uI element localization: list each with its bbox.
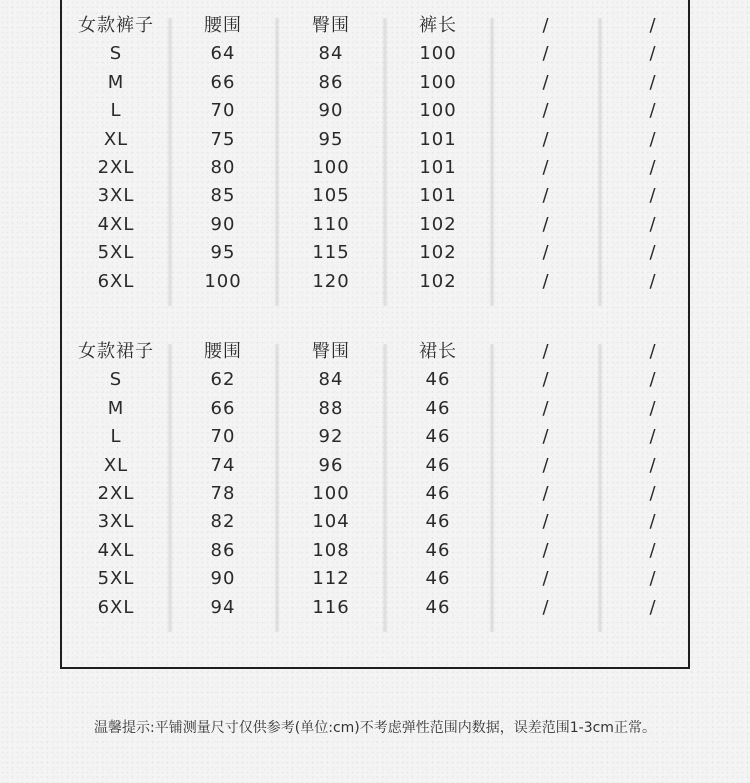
skirt-table-cell-extra-1: / <box>542 483 550 504</box>
pants-table-cell-hip: 84 <box>318 43 344 65</box>
skirt-table-cell-hip: 112 <box>312 568 350 590</box>
skirt-table-cell-extra-2: / <box>649 483 657 504</box>
skirt-table-cell-extra-1: / <box>542 568 550 590</box>
footer-note: 温馨提示:平铺测量尺寸仅供参考(单位:cm)不考虑弹性范围内数据，误差范围1-3cm正常。 <box>94 720 656 736</box>
pants-table-cell-length: 102 <box>419 242 457 264</box>
pants-table-cell-hip: 115 <box>312 242 350 264</box>
pants-table-cell-size: M <box>107 71 125 93</box>
pants-table-header-hip: 臀围 <box>312 15 350 36</box>
skirt-table-cell-size: S <box>109 369 123 391</box>
pants-table-cell-hip: 105 <box>312 185 350 207</box>
skirt-table-cell-waist: 74 <box>210 454 236 476</box>
skirt-table-cell-extra-1: / <box>542 426 550 448</box>
skirt-table-cell-length: 46 <box>425 454 451 476</box>
pants-table-cell-size: 5XL <box>97 242 135 264</box>
pants-table-cell-size: 3XL <box>97 185 135 207</box>
skirt-table-cell-size: 5XL <box>97 568 135 590</box>
pants-table-cell-hip: 100 <box>312 157 350 178</box>
pants-table-cell-size: L <box>110 100 122 122</box>
pants-table-cell-extra-1: / <box>542 213 550 235</box>
pants-table-cell-length: 101 <box>419 128 457 150</box>
skirt-table-cell-hip: 116 <box>312 596 350 618</box>
skirt-table-cell-extra-2: / <box>649 369 657 391</box>
pants-table-cell-waist: 75 <box>210 128 236 150</box>
skirt-table-cell-length: 46 <box>425 511 451 533</box>
skirt-table-header-extra-1: / <box>542 341 550 362</box>
skirt-table-cell-waist: 70 <box>210 426 236 448</box>
pants-table-cell-length: 102 <box>419 213 457 235</box>
pants-table-cell-waist: 95 <box>210 242 236 264</box>
skirt-table-cell-hip: 88 <box>318 397 344 419</box>
skirt-table-cell-size: 3XL <box>97 511 135 533</box>
pants-table-cell-hip: 95 <box>318 128 344 150</box>
pants-table-header-extra-1: / <box>542 15 550 36</box>
skirt-table-cell-size: 4XL <box>97 539 135 561</box>
skirt-table-cell-length: 46 <box>425 369 451 391</box>
pants-table-cell-waist: 90 <box>210 213 236 235</box>
pants-table-cell-extra-2: / <box>649 157 657 178</box>
skirt-table-cell-waist: 62 <box>210 369 236 391</box>
skirt-table-cell-extra-2: / <box>649 454 657 476</box>
pants-table-header-waist: 腰围 <box>204 15 242 36</box>
skirt-table-cell-length: 46 <box>425 397 451 419</box>
pants-table-cell-waist: 80 <box>210 157 236 178</box>
pants-table-cell-size: S <box>109 43 123 65</box>
pants-table-cell-length: 102 <box>419 270 457 292</box>
skirt-table-cell-extra-2: / <box>649 511 657 533</box>
skirt-table-cell-extra-2: / <box>649 596 657 618</box>
pants-table-cell-extra-2: / <box>649 100 657 122</box>
pants-table-cell-extra-2: / <box>649 213 657 235</box>
pants-table-cell-extra-1: / <box>542 43 550 65</box>
pants-table-cell-extra-1: / <box>542 71 550 93</box>
skirt-table-cell-size: 6XL <box>97 596 135 618</box>
skirt-table-cell-size: M <box>107 397 125 419</box>
skirt-table-header-hip: 臀围 <box>312 341 350 362</box>
pants-table-cell-size: 6XL <box>97 270 135 292</box>
skirt-table-header-extra-2: / <box>649 341 657 362</box>
skirt-table-cell-extra-1: / <box>542 454 550 476</box>
skirt-table-cell-length: 46 <box>425 426 451 448</box>
pants-table-header-extra-2: / <box>649 15 657 36</box>
skirt-table-cell-waist: 90 <box>210 568 236 590</box>
skirt-table-cell-extra-1: / <box>542 397 550 419</box>
pants-table-header-size: 女款裤子 <box>78 15 154 36</box>
pants-table-cell-extra-2: / <box>649 71 657 93</box>
skirt-table-cell-waist: 78 <box>210 483 236 504</box>
pants-table-cell-size: XL <box>103 128 129 150</box>
pants-table-cell-waist: 66 <box>210 71 236 93</box>
pants-table-cell-hip: 120 <box>312 270 350 292</box>
pants-table-cell-hip: 90 <box>318 100 344 122</box>
skirt-table-cell-length: 46 <box>425 539 451 561</box>
skirt-table-cell-hip: 104 <box>312 511 350 533</box>
skirt-table-cell-hip: 96 <box>318 454 344 476</box>
skirt-table-cell-size: 2XL <box>97 483 135 504</box>
pants-table-cell-extra-2: / <box>649 270 657 292</box>
skirt-table-header-length: 裙长 <box>419 341 457 362</box>
skirt-table-cell-length: 46 <box>425 483 451 504</box>
pants-table-cell-waist: 85 <box>210 185 236 207</box>
pants-table-cell-waist: 64 <box>210 43 236 65</box>
skirt-table-cell-extra-2: / <box>649 426 657 448</box>
skirt-table-cell-extra-2: / <box>649 539 657 561</box>
pants-table-cell-extra-1: / <box>542 100 550 122</box>
pants-table-cell-extra-1: / <box>542 157 550 178</box>
skirt-table-cell-extra-2: / <box>649 568 657 590</box>
pants-table-cell-hip: 86 <box>318 71 344 93</box>
pants-table-cell-size: 2XL <box>97 157 135 178</box>
skirt-table-cell-size: L <box>110 426 122 448</box>
pants-table-cell-extra-1: / <box>542 128 550 150</box>
pants-table-cell-extra-1: / <box>542 242 550 264</box>
pants-table-header-length: 裤长 <box>419 15 457 36</box>
skirt-table-cell-extra-2: / <box>649 397 657 419</box>
pants-table-cell-extra-1: / <box>542 270 550 292</box>
skirt-table-cell-length: 46 <box>425 568 451 590</box>
skirt-table-cell-size: XL <box>103 454 129 476</box>
skirt-table-cell-waist: 82 <box>210 511 236 533</box>
skirt-table-cell-waist: 86 <box>210 539 236 561</box>
skirt-table-cell-extra-1: / <box>542 596 550 618</box>
pants-table-cell-length: 100 <box>419 71 457 93</box>
pants-table-cell-extra-2: / <box>649 43 657 65</box>
pants-table-cell-extra-2: / <box>649 242 657 264</box>
skirt-table-cell-hip: 84 <box>318 369 344 391</box>
pants-table-cell-length: 100 <box>419 43 457 65</box>
skirt-table-cell-hip: 108 <box>312 539 350 561</box>
skirt-table-cell-length: 46 <box>425 596 451 618</box>
pants-table-cell-extra-2: / <box>649 185 657 207</box>
skirt-table-cell-extra-1: / <box>542 369 550 391</box>
pants-table-cell-waist: 70 <box>210 100 236 122</box>
pants-table-cell-hip: 110 <box>312 213 350 235</box>
pants-table-cell-extra-2: / <box>649 128 657 150</box>
pants-table-cell-length: 101 <box>419 185 457 207</box>
skirt-table-header-waist: 腰围 <box>204 341 242 362</box>
pants-table-cell-length: 100 <box>419 100 457 122</box>
skirt-table-header-size: 女款裙子 <box>78 341 154 362</box>
skirt-table-cell-waist: 94 <box>210 596 236 618</box>
pants-table-cell-extra-1: / <box>542 185 550 207</box>
pants-table-cell-length: 101 <box>419 157 457 178</box>
skirt-table-cell-waist: 66 <box>210 397 236 419</box>
skirt-table-cell-extra-1: / <box>542 539 550 561</box>
skirt-table-cell-extra-1: / <box>542 511 550 533</box>
pants-table-cell-waist: 100 <box>204 270 242 292</box>
skirt-table-cell-hip: 92 <box>318 426 344 448</box>
skirt-table-cell-hip: 100 <box>312 483 350 504</box>
pants-table-cell-size: 4XL <box>97 213 135 235</box>
